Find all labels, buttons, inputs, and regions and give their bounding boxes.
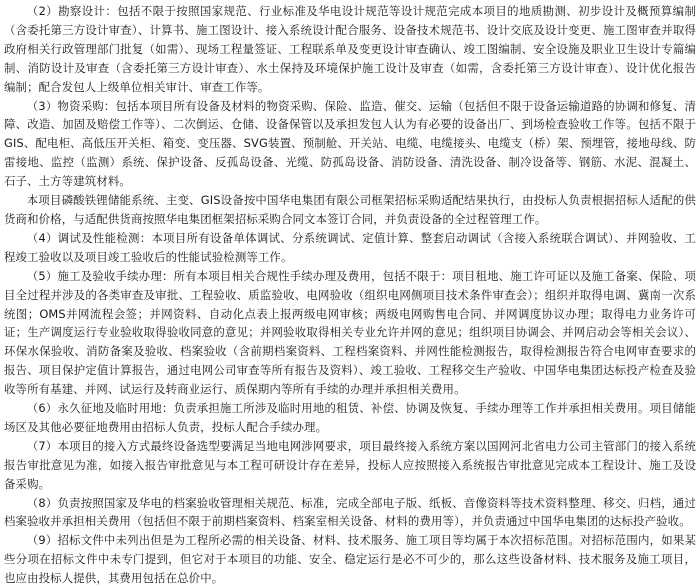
paragraph-land-use: （6）永久征地及临时用地：负责承担施工所涉及临时用地的租赁、补偿、协调及恢复、手续办理等工作并承担相关费用。项目储能场区及其他必要征地费用由招标人负责，投标人配合手续办理。: [4, 401, 696, 434]
paragraph-survey-design: （2）勘察设计：包括不限于按照国家规范、行业标准及华电设计规范等设计规范完成本项目的地质勘测、初步设计及概预算编制（含委托第三方设计审查）、计算书、施工图设计、接入系统设计配合服务、设备技术规范书、设计交底及设计变更、施工图审查并取得政府相关行政管理部门批复（如需）、现场工程量签证、工程联系单及变更设计审查确认、竣工图编制、安全设施及职业卫生设计专篇编制、消防设计及审查（含委托第三方设计审查）、水土保持及环境保护施工设计及审查（如需，含委托第三方设计审查）、设计优化报告编制；配合发包人上级单位相关审计、审查工作等。: [4, 4, 696, 94]
paragraph-archives: （8）负责按照国家及华电的档案验收管理相关规范、标准，完成全部电子版、纸板、音像资料等技术资料整理、移交、归档，通过档案验收并承担相关费用（包括但不限于前期档案资料、档案室相关设备、材料的费用等），并负责通过中国华电集团的达标投产验收。: [4, 495, 696, 529]
paragraph-material-procurement: （3）物资采购：包括本项目所有设备及材料的物资采购、保险、监造、催交、运输（包括但不限于设备运输道路的协调和修复、清障、改造、加固及赔偿工作等）、二次倒运、仓储、设备保管以及承担发包人认为有必要的设备出厂、到场检查验收工作等。包括不限于GIS、配电柜、高低压开关柜、箱变、变压器、SVG装置、预制舱、开关站、电缆、电缆接头、电缆支（桥）架、预埋管，接地母线、防雷接地、监控（监测）系统、保护设备、反孤岛设备、光缆、防孤岛设备、消防设备、清洗设备、制冷设备等、钢筋、水泥、混凝土、石子、土方等建筑材料。: [4, 98, 696, 189]
document-body: [4, 2, 696, 588]
paragraph-scope-clause: （9）招标文件中未列出但是为工程所必需的相关设备、材料、技术服务、施工项目等均属于本次招标范围。对招标范围内，如果某些分项在招标文件中未专门提到，但它对于本项目的功能、安全、稳定运行是必不可少的，那么这些设备材料、技术服务及施工项目，也应由投标人提供，其费用包括在总价中。: [4, 533, 696, 586]
paragraph-grid-connection: （7）本项目的接入方式最终设备选型要满足当地电网涉网要求，项目最终接入系统方案以国网河北省电力公司主管部门的接入系统报告审批意见为准，如接入报告审批意见与本工程可研设计存在差异，投标人应按照接入系统报告审批意见完成本工程设计、施工及设备采购。: [4, 438, 696, 491]
paragraph-commissioning: （4）调试及性能检测：本项目所有设备单体调试、分系统调试、定值计算、整套启动调试（含接入系统联合调试）、并网验收、工程竣工验收以及项目竣工验收后的性能试验检测等工作。: [4, 230, 696, 264]
paragraph-acceptance-procedures: （5）施工及验收手续办理：所有本项目相关合规性手续办理及费用，包括不限于：项目租地、施工许可证以及施工备案、保险、项目全过程并涉及的各类审查及审批、工程验收、质监验收、电网验收（组织电网侧项目技术条件审查会）；组织并取得电调、冀南一次系统图；OMS并网流程会签；并网资料、自动化点表上报两级电网审核；两级电网购售电合同、并网调度协议办理；取得电力业务许可证；生产调度运行专业验收取得验收同意的意见；并网验收取得相关专业允许并网的意见；组织项目协调会、并网启动会等相关会议）、环保水保验收、消防备案及验收、档案验收（含前期档案资料、工程档案资料、并网性能检测报告，取得检测报告符合电网审查要求的报告、项目保护定值计算报告，通过电网公司审查等所有报告及资料）、竣工验收、工程移交生产验收、中国华电集团达标投产检查及验收等所有基建、并网、试运行及转商业运行、质保期内等所有手续的办理并承担相关费用。: [4, 268, 696, 397]
paragraph-framework-procurement: 本项目磷酸铁锂储能系统、主变、GIS设备按中国华电集团有限公司框架招标采购适配结果执行，由投标人负责根据招标人适配的供货商和价格，与适配供货商按照华电集团框架招标采购合同文本签订合同，并负责设备的全过程管理工作。: [4, 193, 696, 226]
